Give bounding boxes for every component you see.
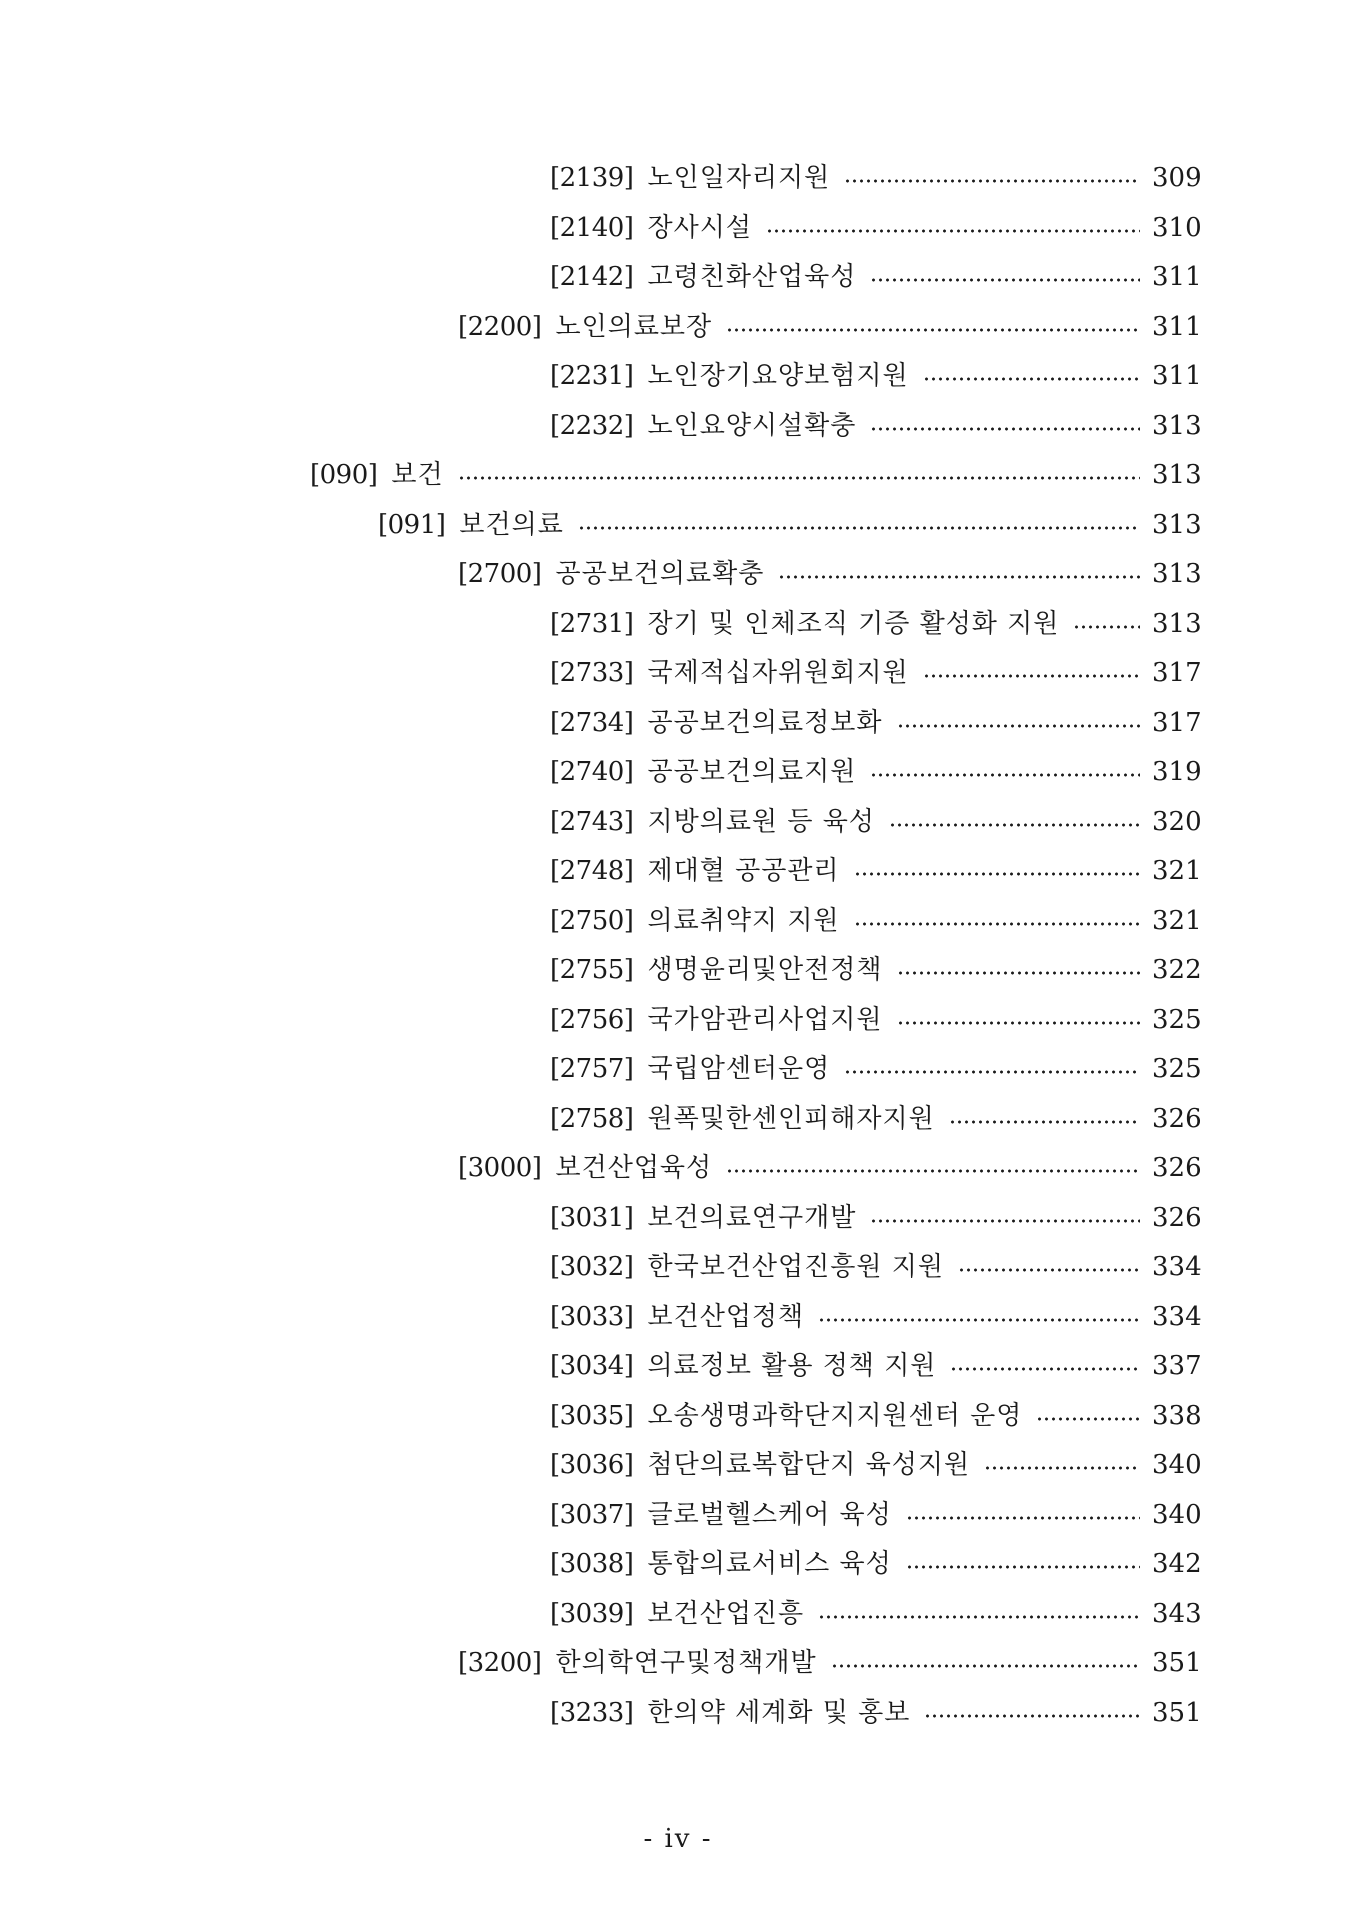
toc-entry-code: [2231] [550, 361, 634, 391]
toc-entry-code: [3233] [550, 1697, 634, 1728]
toc-entry-title: 공공보건의료지원 [647, 757, 857, 787]
toc-entry[interactable] [458, 1643, 1202, 1683]
toc-entry-page: 326 [1152, 1153, 1202, 1183]
toc-entry-code: [2743] [550, 806, 634, 837]
toc-entry-page: 310 [1152, 212, 1202, 243]
toc-entry[interactable] [458, 1148, 1202, 1188]
toc-entry-page: 351 [1152, 1697, 1202, 1728]
toc-dot-leader [1036, 1416, 1140, 1422]
toc-dot-leader [897, 970, 1140, 976]
toc-entry-title: 원폭및한센인피해자지원 [647, 1103, 935, 1134]
toc-dot-leader [854, 871, 1140, 877]
toc-entry-title: 의료취약지 지원 [647, 905, 840, 936]
toc-entry-code: [2142] [550, 262, 634, 292]
toc-entry-code: [3038] [550, 1549, 634, 1579]
toc-entry-title: 한국보건산업진흥원 지원 [647, 1252, 945, 1282]
toc-entry[interactable] [550, 901, 1202, 941]
toc-entry-title: 생명윤리및안전정책 [647, 955, 883, 985]
toc-dot-leader [870, 426, 1140, 432]
toc-entry-page: 321 [1152, 905, 1202, 936]
toc-entry[interactable] [378, 505, 1202, 545]
toc-dot-leader [766, 228, 1140, 234]
toc-entry-title: 노인요양시설확충 [647, 410, 857, 441]
toc-entry-title: 국립암센터운영 [647, 1054, 831, 1084]
toc-entry[interactable] [550, 1445, 1202, 1485]
toc-entry-code: [2755] [550, 955, 634, 985]
toc-dot-leader [818, 1614, 1140, 1620]
toc-entry[interactable] [550, 653, 1202, 693]
toc-dot-leader [889, 822, 1140, 828]
toc-dot-leader [870, 772, 1140, 778]
toc-entry-page: 313 [1152, 509, 1202, 540]
toc-entry-code: [3037] [550, 1499, 634, 1530]
toc-dot-leader [897, 723, 1140, 729]
toc-entry[interactable] [550, 1247, 1202, 1287]
toc-entry-title: 장기 및 인체조직 기증 활성화 지원 [647, 608, 1060, 639]
toc-entry-code: [2200] [458, 311, 542, 342]
toc-entry-page: 313 [1152, 460, 1202, 490]
toc-entry-code: [2740] [550, 757, 634, 787]
toc-entry-code: [2757] [550, 1054, 634, 1084]
toc-dot-leader [831, 1663, 1140, 1669]
toc-entry-code: [3031] [550, 1202, 634, 1233]
toc-entry-page: 325 [1152, 1004, 1202, 1035]
toc-entry-page: 320 [1152, 806, 1202, 837]
toc-entry-code: [3035] [550, 1400, 634, 1431]
toc-dot-leader [578, 525, 1140, 531]
toc-entry-page: 338 [1152, 1400, 1202, 1431]
toc-entry-page: 317 [1152, 658, 1202, 688]
toc-entry-title: 노인일자리지원 [647, 163, 831, 193]
toc-entry[interactable] [458, 307, 1202, 347]
toc-entry[interactable] [310, 455, 1202, 495]
toc-entry-title: 지방의료원 등 육성 [647, 806, 875, 837]
toc-entry-title: 공공보건의료정보화 [647, 707, 883, 738]
toc-entry-page: 321 [1152, 856, 1202, 886]
toc-entry-code: [2700] [458, 559, 542, 589]
toc-entry-code: [091] [378, 509, 446, 540]
toc-dot-leader [897, 1020, 1140, 1026]
toc-dot-leader [870, 1218, 1140, 1224]
toc-entry[interactable] [550, 802, 1202, 842]
toc-entry-page: 322 [1152, 955, 1202, 985]
toc-entry[interactable] [550, 604, 1202, 644]
toc-entry[interactable] [550, 1049, 1202, 1089]
toc-entry-page: 340 [1152, 1499, 1202, 1530]
toc-entry-page: 337 [1152, 1351, 1202, 1381]
toc-entry-title: 공공보건의료확충 [555, 559, 765, 589]
toc-dot-leader [906, 1515, 1140, 1521]
toc-dot-leader [844, 178, 1140, 184]
toc-dot-leader [844, 1069, 1140, 1075]
toc-entry-page: 334 [1152, 1301, 1202, 1332]
toc-entry[interactable] [550, 158, 1202, 198]
toc-entry[interactable] [550, 1495, 1202, 1535]
toc-entry-code: [2232] [550, 410, 634, 441]
toc-entry-code: [2140] [550, 212, 634, 243]
toc-entry-code: [3032] [550, 1252, 634, 1282]
toc-entry-title: 한의약 세계화 및 홍보 [647, 1697, 911, 1728]
toc-entry-page: 343 [1152, 1598, 1202, 1629]
toc-entry-code: [2139] [550, 163, 634, 193]
toc-entry-code: [2756] [550, 1004, 634, 1035]
toc-entry[interactable] [550, 1544, 1202, 1584]
toc-entry-title: 보건의료 [459, 509, 564, 540]
toc-entry[interactable] [550, 752, 1202, 792]
toc-entry-code: [3039] [550, 1598, 634, 1629]
toc-dot-leader [958, 1267, 1140, 1273]
toc-entry-title: 글로벌헬스케어 육성 [647, 1499, 892, 1530]
toc-entry[interactable] [550, 1297, 1202, 1337]
toc-entry-code: [2731] [550, 608, 634, 639]
toc-entry-page: 319 [1152, 757, 1202, 787]
toc-dot-leader [950, 1366, 1140, 1372]
toc-entry-title: 보건산업진흥 [647, 1598, 805, 1629]
toc-dot-leader [458, 475, 1140, 481]
toc-dot-leader [949, 1119, 1140, 1125]
toc-entry-code: [3000] [458, 1153, 542, 1183]
toc-entry-code: [2758] [550, 1103, 634, 1134]
toc-entry-page: 340 [1152, 1450, 1202, 1480]
toc-entry-title: 보건의료연구개발 [647, 1202, 857, 1233]
toc-entry-page: 313 [1152, 559, 1202, 589]
toc-entry-page: 334 [1152, 1252, 1202, 1282]
toc-entry-code: [2750] [550, 905, 634, 936]
toc-dot-leader [726, 1168, 1140, 1174]
toc-entry-page: 326 [1152, 1202, 1202, 1233]
toc-entry-title: 장사시설 [647, 212, 752, 243]
toc-entry-title: 보건 [391, 460, 444, 490]
toc-entry-code: [090] [310, 460, 378, 490]
toc-entry-title: 노인의료보장 [555, 311, 713, 342]
toc-entry[interactable] [550, 703, 1202, 743]
toc-entry-title: 보건산업육성 [555, 1153, 713, 1183]
toc-dot-leader [818, 1317, 1140, 1323]
toc-entry-page: 311 [1152, 262, 1202, 292]
toc-entry-page: 313 [1152, 410, 1202, 441]
toc-entry-page: 311 [1152, 361, 1202, 391]
toc-entry[interactable] [550, 1693, 1202, 1733]
toc-entry-code: [3033] [550, 1301, 634, 1332]
toc-dot-leader [906, 1564, 1140, 1570]
toc-entry-code: [2748] [550, 856, 634, 886]
page-number-footer: - iv - [643, 1824, 713, 1854]
toc-entry[interactable] [550, 1000, 1202, 1040]
toc-entry-title: 제대혈 공공관리 [647, 856, 840, 886]
toc-entry[interactable] [550, 851, 1202, 891]
toc-entry-title: 통합의료서비스 육성 [647, 1549, 892, 1579]
toc-entry-title: 보건산업정책 [647, 1301, 805, 1332]
toc-entry-page: 325 [1152, 1054, 1202, 1084]
toc-entry[interactable] [550, 1396, 1202, 1436]
toc-entry-page: 317 [1152, 707, 1202, 738]
toc-entry-code: [3036] [550, 1450, 634, 1480]
toc-entry-title: 의료정보 활용 정책 지원 [647, 1351, 937, 1381]
toc-entry-code: [3200] [458, 1648, 542, 1678]
toc-dot-leader [854, 921, 1140, 927]
toc-entry[interactable] [550, 406, 1202, 446]
toc-entry[interactable] [550, 356, 1202, 396]
toc-entry-page: 326 [1152, 1103, 1202, 1134]
toc-entry-title: 고령친화산업육성 [647, 262, 857, 292]
toc-dot-leader [778, 574, 1140, 580]
toc-entry[interactable] [550, 1594, 1202, 1634]
toc-entry[interactable] [550, 1099, 1202, 1139]
toc-dot-leader [924, 1713, 1140, 1719]
toc-entry-page: 311 [1152, 311, 1202, 342]
toc-entry-page: 309 [1152, 163, 1202, 193]
toc-dot-leader [984, 1465, 1140, 1471]
toc-entry-code: [2733] [550, 658, 634, 688]
toc-entry[interactable] [550, 1198, 1202, 1238]
toc-entry-page: 342 [1152, 1549, 1202, 1579]
toc-entry-code: [2734] [550, 707, 634, 738]
toc-dot-leader [726, 327, 1140, 333]
toc-dot-leader [870, 277, 1140, 283]
toc-entry-page: 313 [1152, 608, 1202, 639]
toc-entry-title: 한의학연구및정책개발 [555, 1648, 817, 1678]
toc-entry-page: 351 [1152, 1648, 1202, 1678]
toc-entry-title: 국제적십자위원회지원 [647, 658, 909, 688]
toc-entry[interactable] [458, 554, 1202, 594]
toc-entry[interactable] [550, 1346, 1202, 1386]
toc-entry[interactable] [550, 208, 1202, 248]
toc-entry-title: 오송생명과학단지지원센터 운영 [647, 1400, 1023, 1431]
toc-dot-leader [923, 376, 1140, 382]
toc-entry[interactable] [550, 257, 1202, 297]
toc-entry-title: 첨단의료복합단지 육성지원 [647, 1450, 971, 1480]
toc-dot-leader [923, 673, 1140, 679]
toc-entry-title: 노인장기요양보험지원 [647, 361, 909, 391]
toc-entry-code: [3034] [550, 1351, 634, 1381]
toc-entry-title: 국가암관리사업지원 [647, 1004, 883, 1035]
toc-dot-leader [1073, 624, 1140, 630]
toc-entry[interactable] [550, 950, 1202, 990]
